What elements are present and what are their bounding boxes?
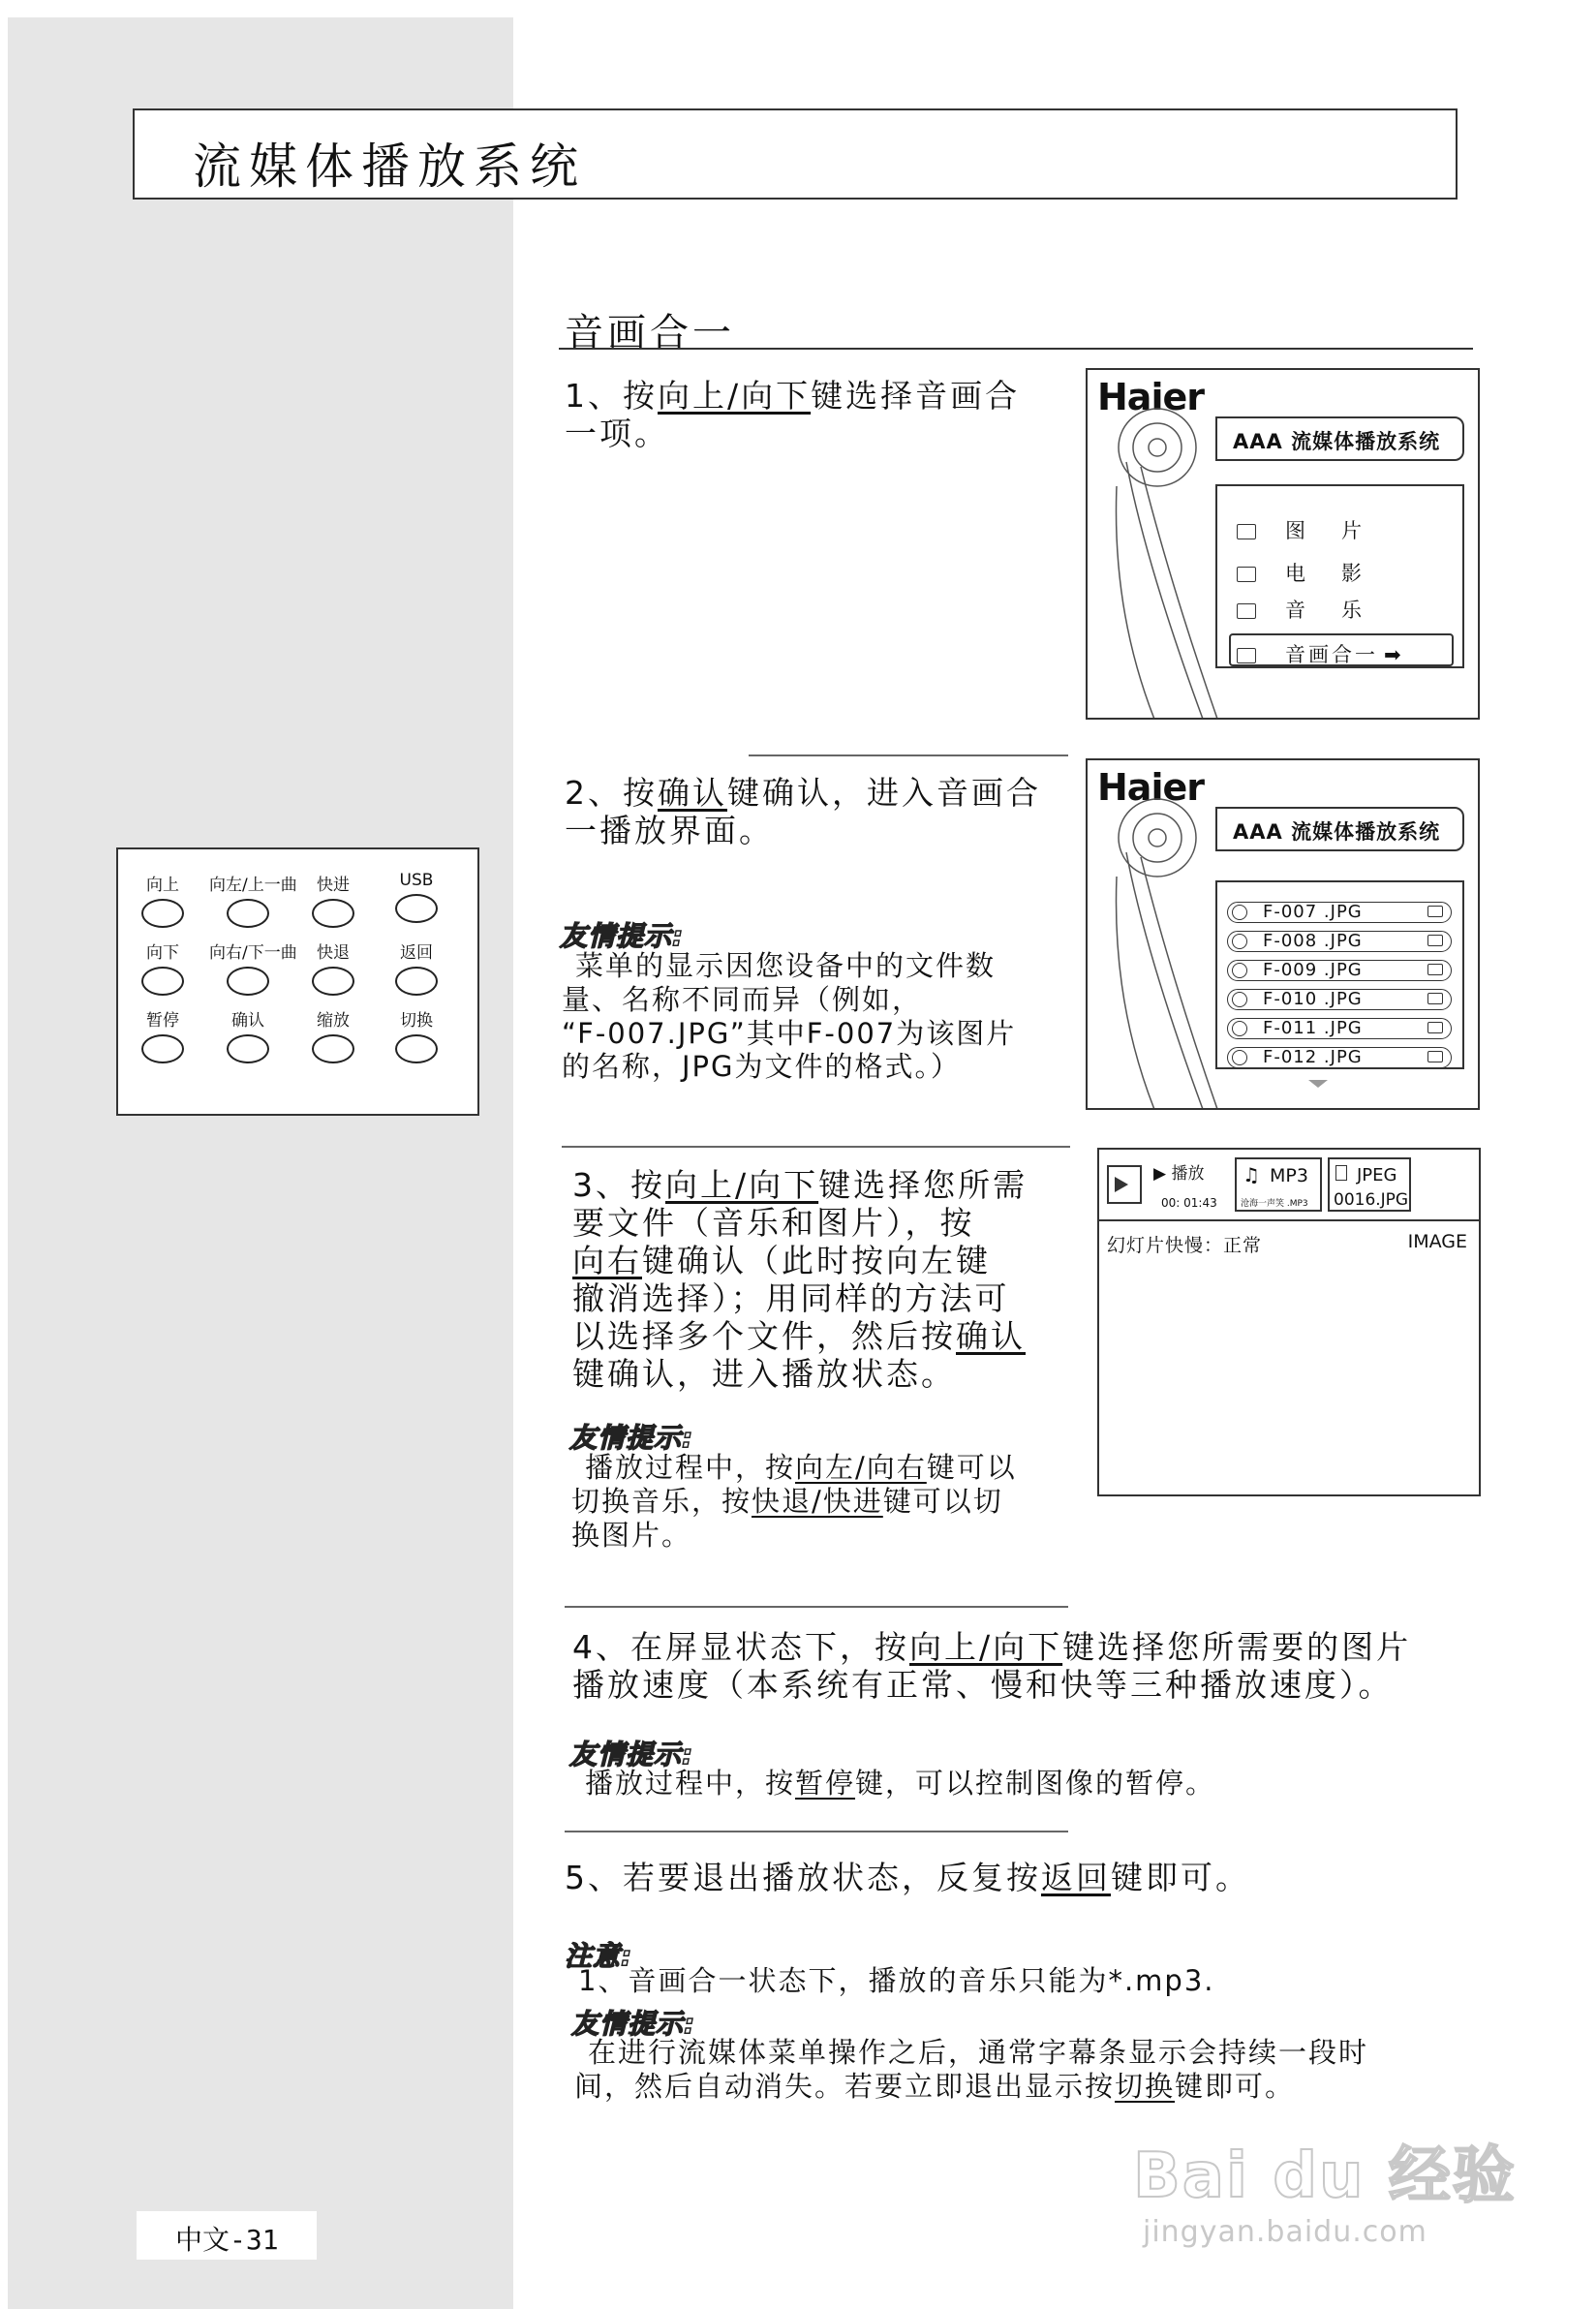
haier-logo: Haier xyxy=(1097,376,1204,418)
file-item[interactable]: F-007 .JPG xyxy=(1227,902,1452,923)
camera-icon xyxy=(1427,906,1443,917)
divider xyxy=(565,1606,1068,1608)
remote-key-left-prev[interactable]: 向左/上一曲 xyxy=(209,871,287,928)
note-1-text: 1、音画合一状态下，播放的音乐只能为*.mp3. xyxy=(578,1964,1215,1997)
mode-label: IMAGE xyxy=(1407,1231,1467,1252)
folder-icon xyxy=(1237,524,1256,539)
step-3: 3、按向上/向下键选择您所需 要文件（音乐和图片），按 向右键确认（此时按向左键 撤消选择）；用同样的方法可 以选择多个文件，然后按确认 键确认，进入播放状态。 xyxy=(572,1166,1028,1393)
remote-key-right-next[interactable]: 向右/下一曲 xyxy=(209,939,287,996)
file-item[interactable]: F-011 .JPG xyxy=(1227,1018,1452,1039)
music-note-icon: ♫ xyxy=(1243,1163,1260,1186)
remote-key-ff[interactable]: 快进 xyxy=(294,871,372,928)
remote-key-ok[interactable]: 确认 xyxy=(209,1006,287,1063)
play-status: ▶ 播放 xyxy=(1153,1164,1205,1184)
tip-4-label: 友情提示: xyxy=(571,2008,696,2040)
screen-1-titlebar: AAA 流媒体播放系统 xyxy=(1215,416,1464,461)
screen-playback xyxy=(1097,1148,1481,1496)
remote-key-switch[interactable]: 切换 xyxy=(378,1006,455,1063)
camera-icon xyxy=(1427,964,1443,975)
camera-icon xyxy=(1427,1022,1443,1033)
note-label: 注意: xyxy=(565,1940,633,1972)
slideshow-speed: 幻灯片快慢：正常 xyxy=(1107,1235,1263,1256)
radio-icon xyxy=(1232,1050,1247,1065)
screen-3-divider xyxy=(1099,1219,1479,1221)
page-title: 流媒体播放系统 xyxy=(193,139,586,195)
scroll-down-icon[interactable] xyxy=(1308,1080,1328,1088)
tip-3-label: 友情提示: xyxy=(569,1739,694,1770)
remote-key-rew[interactable]: 快退 xyxy=(294,939,372,996)
watermark-url: jingyan.baidu.com xyxy=(1143,2215,1427,2249)
divider xyxy=(562,1146,1070,1148)
file-item[interactable]: F-009 .JPG xyxy=(1227,960,1452,981)
screen-main-menu xyxy=(1086,368,1480,720)
menu-item-movie[interactable]: 电 影 xyxy=(1237,558,1369,587)
step-2: 2、按确认键确认，进入音画合 一播放界面。 xyxy=(565,774,1041,849)
divider xyxy=(749,754,1068,756)
menu-item-picture[interactable]: 图 片 xyxy=(1237,515,1369,544)
step-4: 4、在屏显状态下，按向上/向下键选择您所需要的图片 播放速度（本系统有正常、慢和快等三种播放速度）。 xyxy=(572,1628,1412,1704)
header-box xyxy=(133,108,1458,200)
file-item[interactable]: F-008 .JPG xyxy=(1227,931,1452,952)
remote-key-zoom[interactable]: 缩放 xyxy=(294,1006,372,1063)
section-divider xyxy=(559,348,1473,350)
camera-icon xyxy=(1427,1051,1443,1062)
section-title: 音画合一 xyxy=(565,311,735,355)
file-icon xyxy=(1335,1165,1347,1181)
play-time: 00: 01:43 xyxy=(1161,1196,1217,1210)
tip-1-label: 友情提示: xyxy=(560,920,685,952)
play-window-icon xyxy=(1107,1165,1142,1204)
menu-item-music[interactable]: 音 乐 xyxy=(1237,595,1369,624)
camera-icon xyxy=(1427,993,1443,1004)
watermark-brand: Bai du 经验 xyxy=(1133,2140,1517,2212)
file-item[interactable]: F-010 .JPG xyxy=(1227,989,1452,1010)
tip-4-text: 在进行流媒体菜单操作之后，通常字幕条显示会持续一段时 间，然后自动消失。若要立即退出显示按切换键即可。 xyxy=(574,2036,1369,2103)
folder-icon xyxy=(1237,567,1256,582)
gray-sidebar xyxy=(8,17,513,2309)
radio-icon xyxy=(1232,963,1247,978)
folder-icon xyxy=(1237,648,1256,663)
remote-key-panel xyxy=(116,847,479,1116)
remote-key-up[interactable]: 向上 xyxy=(124,871,201,928)
step-1-line2: 一项。 xyxy=(565,414,669,452)
divider xyxy=(565,1831,1068,1832)
step-1-prefix: 1、按 xyxy=(565,377,658,415)
music-box: ♫ MP3 沧海一声笑 .MP3 xyxy=(1235,1157,1322,1212)
folder-icon xyxy=(1237,603,1256,619)
screen-2-titlebar: AAA 流媒体播放系统 xyxy=(1215,807,1464,851)
speaker-icon xyxy=(1232,905,1247,920)
remote-key-pause[interactable]: 暂停 xyxy=(124,1006,201,1063)
arrow-right-icon: ➡ xyxy=(1384,643,1404,666)
tip-2-label: 友情提示: xyxy=(569,1422,694,1454)
menu-item-av-combo[interactable]: 音画合一 ➡ xyxy=(1237,639,1404,668)
baidu-watermark xyxy=(1133,2126,1517,2249)
step-1-suffix: 键选择音画合 xyxy=(811,377,1021,415)
radio-icon xyxy=(1232,934,1247,949)
step-5: 5、若要退出播放状态，反复按返回键即可。 xyxy=(565,1859,1250,1896)
file-item[interactable]: F-012 .JPG xyxy=(1227,1047,1452,1068)
remote-key-usb[interactable]: USB xyxy=(378,871,455,923)
page-number: 中文-31 xyxy=(137,2211,317,2260)
remote-key-down[interactable]: 向下 xyxy=(124,939,201,996)
tip-3-text: 播放过程中，按暂停键，可以控制图像的暂停。 xyxy=(585,1767,1216,1800)
screen-1-menu xyxy=(1215,484,1464,668)
step-1 xyxy=(565,378,1088,453)
radio-icon xyxy=(1232,992,1247,1007)
screen-file-list xyxy=(1086,758,1480,1110)
camera-icon xyxy=(1427,935,1443,946)
tip-2-text: 播放过程中，按向左/向右键可以 切换音乐，按快退/快进键可以切 换图片。 xyxy=(571,1451,1017,1552)
remote-key-return[interactable]: 返回 xyxy=(378,939,455,996)
haier-logo: Haier xyxy=(1097,766,1204,809)
image-box: JPEG 0016.JPG xyxy=(1328,1157,1411,1212)
tip-1-text: 菜单的显示因您设备中的文件数 量、名称不同而异（例如， “F-007.JPG”其中F-007为该图片 的名称，JPG为文件的格式。） xyxy=(562,949,1017,1084)
step-1-key: 向上/向下 xyxy=(658,377,812,415)
screen-2-file-panel xyxy=(1215,880,1464,1069)
radio-icon xyxy=(1232,1021,1247,1036)
